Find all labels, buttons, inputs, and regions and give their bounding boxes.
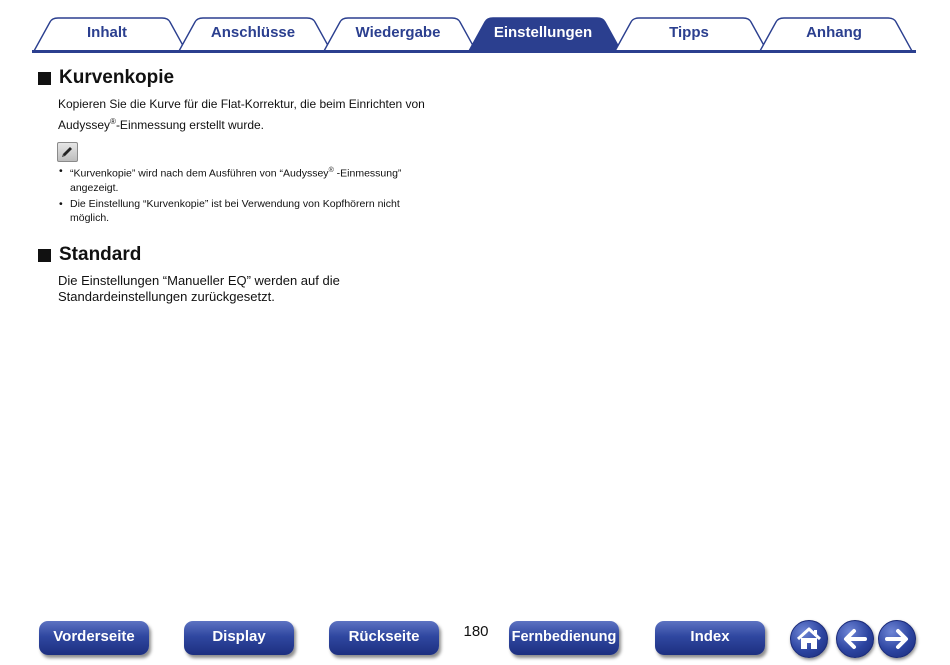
note-text: “Kurvenkopie” wird nach dem Ausführen von “Audyssey <box>70 167 329 180</box>
page-number: 180 <box>463 623 489 640</box>
registered-mark: ® <box>328 167 334 174</box>
forward-button[interactable] <box>878 620 916 658</box>
tab-anschluesse[interactable]: Anschlüsse <box>210 24 296 41</box>
back-arrow-icon <box>837 621 873 657</box>
audyssey-text: Audyssey <box>58 118 111 132</box>
display-button[interactable]: Display <box>184 621 294 655</box>
section-square-icon <box>38 249 51 262</box>
tab-inhalt[interactable]: Inhalt <box>87 24 127 41</box>
tab-anhang[interactable]: Anhang <box>806 24 862 41</box>
section-title-text: Kurvenkopie <box>59 67 175 88</box>
home-button[interactable] <box>790 620 828 658</box>
bullet-icon: • <box>59 165 63 177</box>
note-text: angezeigt. <box>70 181 119 194</box>
fernbedienung-button[interactable]: Fernbedienung <box>509 621 619 655</box>
standard-description <box>58 273 340 305</box>
tab-einstellungen[interactable]: Einstellungen <box>493 24 593 41</box>
notes-list <box>58 164 448 227</box>
description-line: Standardeinstellungen zurückgesetzt. <box>58 289 275 304</box>
home-icon <box>791 621 827 657</box>
description-line: Die Einstellungen “Manueller EQ” werden auf die <box>58 273 340 288</box>
back-button[interactable] <box>836 620 874 658</box>
note-text: möglich. <box>70 211 110 224</box>
note-text: -Einmessung” <box>333 167 402 180</box>
description-line: Kopieren Sie die Kurve für die Flat-Korrektur, die beim Einrichten von <box>58 97 425 111</box>
section-square-icon <box>38 72 51 85</box>
tab-tipps[interactable]: Tipps <box>669 24 709 41</box>
description-line <box>58 113 425 134</box>
registered-mark: ® <box>110 117 116 126</box>
note-text: Die Einstellung “Kurvenkopie” ist bei Verwendung von Kopfhörern nicht <box>70 197 400 210</box>
bullet-icon: • <box>59 197 63 210</box>
tab-bar-baseline <box>32 50 916 53</box>
description-tail: -Einmessung erstellt wurde. <box>115 118 264 132</box>
pencil-icon <box>57 142 78 162</box>
section-title-kurvenkopie <box>38 67 174 89</box>
list-item <box>58 164 448 195</box>
section-title-standard <box>38 244 141 266</box>
index-button[interactable]: Index <box>655 621 765 655</box>
rueckseite-button[interactable]: Rückseite <box>329 621 439 655</box>
tab-wiedergabe[interactable]: Wiedergabe <box>355 24 441 41</box>
vorderseite-button[interactable]: Vorderseite <box>39 621 149 655</box>
section-title-text: Standard <box>59 244 142 265</box>
list-item <box>58 197 448 225</box>
kurvenkopie-description <box>58 96 425 134</box>
forward-arrow-icon <box>879 621 915 657</box>
